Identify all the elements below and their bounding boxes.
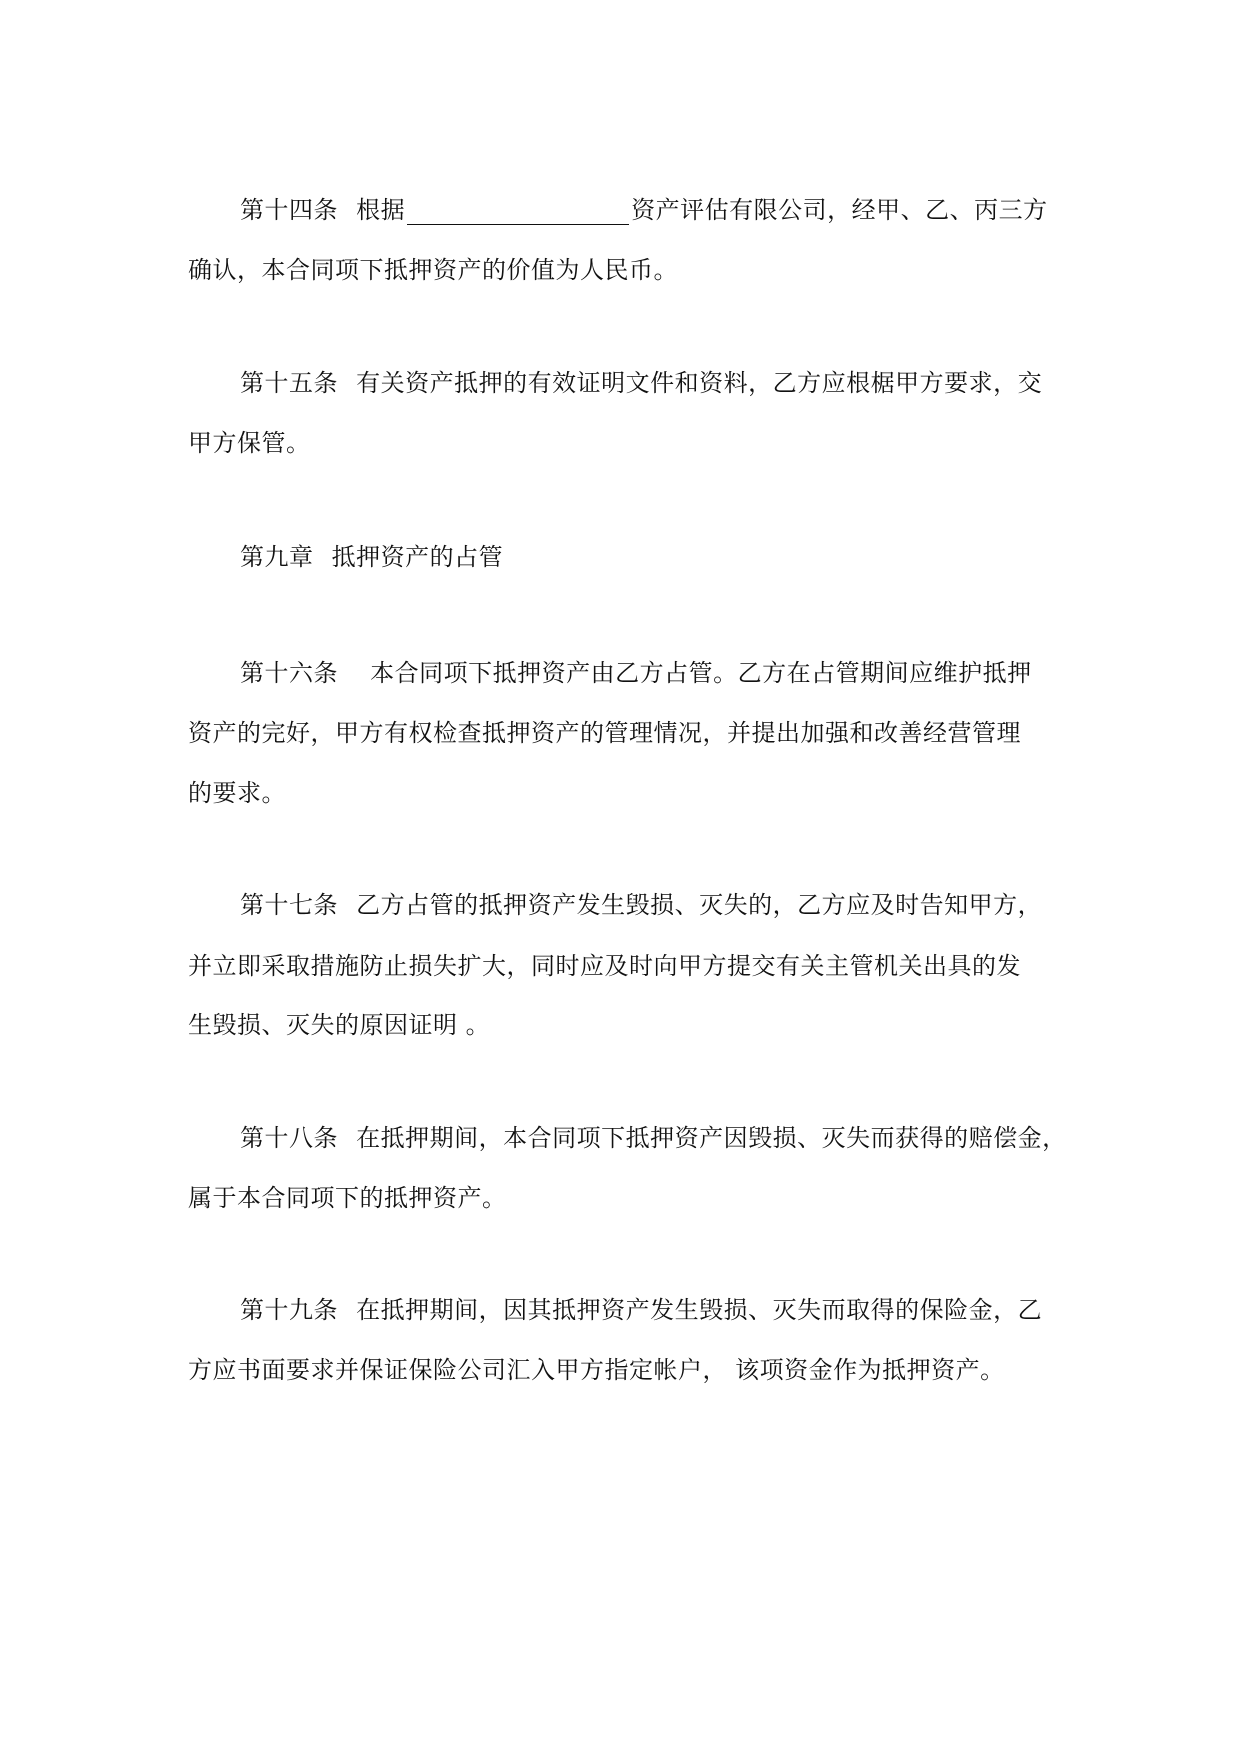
chapter-9-title: 抵押资产的占管 [331,543,504,571]
article-16-label: 第十六条 [240,659,338,687]
article-16-line-2: 资产的完好，甲方有权检查抵押资产的管理情况，并提出加强和改善经营管理 [188,719,1021,747]
article-18-line-2: 属于本合同项下的抵押资产。 [188,1184,507,1212]
article-15-label: 第十五条 [240,369,338,397]
article-18-line-1 [240,1123,1067,1153]
article-17-line-2: 并立即采取措施防止损失扩大，同时应及时向甲方提交有关主管机关出具的发 [188,952,1021,980]
fill-in-blank [407,200,629,225]
article-14-line-2: 确认，本合同项下抵押资产的价值为人民币。 [188,256,678,284]
article-17-text: 乙方占管的抵押资产发生毁损、灭失的，乙方应及时告知甲方， [356,891,1043,919]
article-14-text-pre: 根据 [356,196,406,224]
article-19-text: 在抵押期间，因其抵押资产发生毁损、灭失而取得的保险金，乙 [356,1296,1043,1324]
article-16-line-1 [240,658,1032,688]
article-17-line-1 [240,890,1042,920]
article-18-text: 在抵押期间，本合同项下抵押资产因毁损、灭失而获得的赔偿金， [356,1124,1067,1152]
article-14-label: 第十四条 [240,196,338,224]
article-17-label: 第十七条 [240,891,338,919]
article-14-line-1 [240,195,1048,225]
article-16-line-3: 的要求。 [188,779,286,807]
article-16-text: 本合同项下抵押资产由乙方占管。乙方在占管期间应维护抵押 [370,659,1032,687]
article-19-line-1 [240,1295,1042,1325]
article-14-text-post: 资产评估有限公司，经甲、乙、丙三方 [631,196,1048,224]
chapter-9-heading [240,542,503,572]
article-17-line-3: 生毁损、灭失的原因证明 。 [188,1011,491,1039]
article-15-text: 有关资产抵押的有效证明文件和资料，乙方应根椐甲方要求，交 [356,369,1043,397]
article-18-label: 第十八条 [240,1124,338,1152]
article-15-line-1 [240,368,1042,398]
article-15-line-2: 甲方保管。 [188,429,311,457]
chapter-9-label: 第九章 [240,543,314,571]
article-19-label: 第十九条 [240,1296,338,1324]
article-19-line-2: 方应书面要求并保证保险公司汇入甲方指定帐户， 该项资金作为抵押资产。 [188,1356,1005,1384]
